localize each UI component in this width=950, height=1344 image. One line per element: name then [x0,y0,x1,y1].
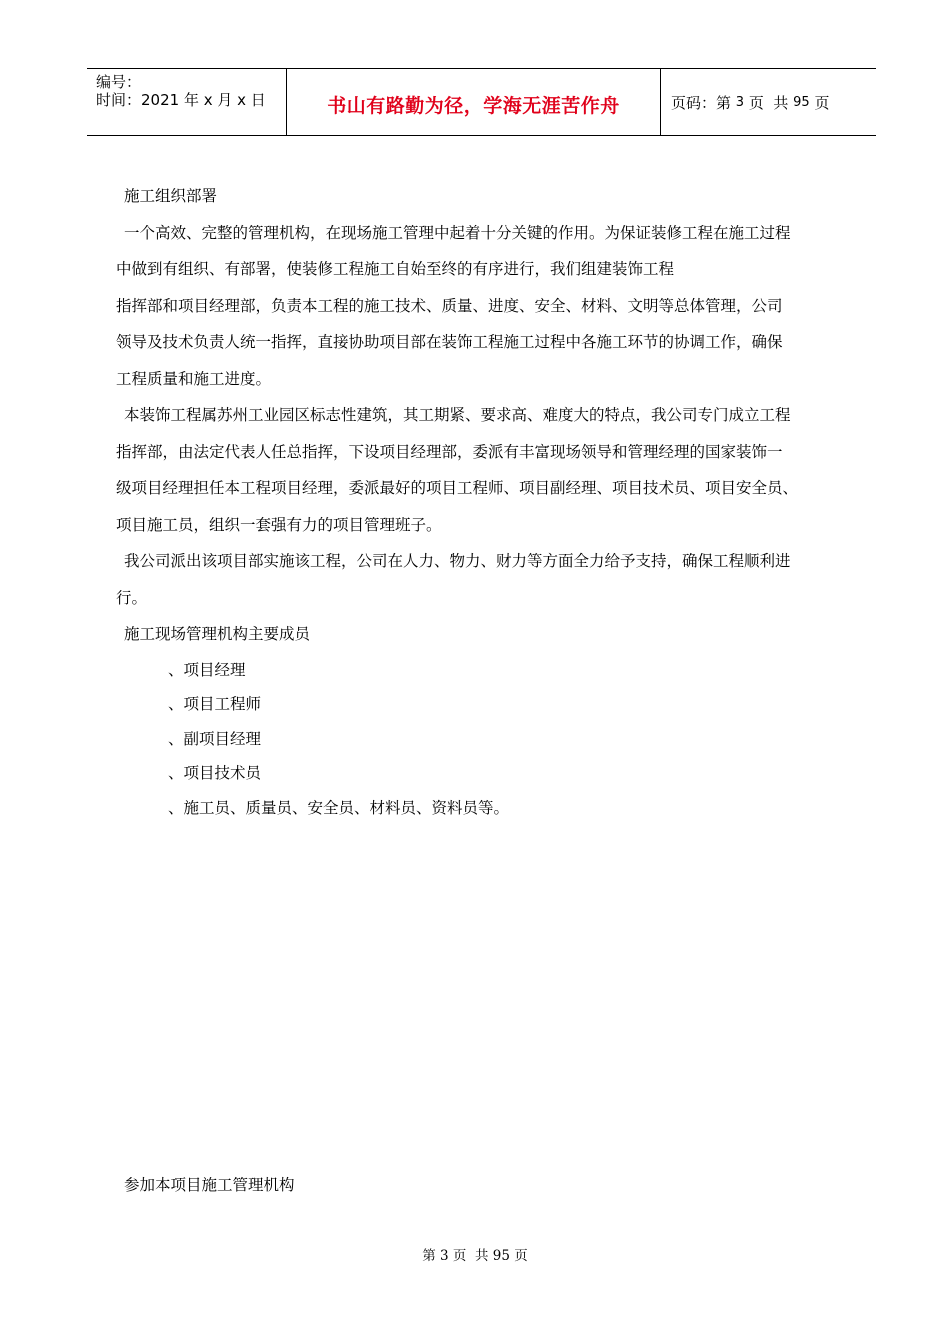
paragraph-line: 一个高效、完整的管理机构，在现场施工管理中起着十分关键的作用。为保证装修工程在施工过程 [124,223,791,242]
date-year: 2021 [141,91,180,109]
date-rest: 年 x 月 x 日 [179,91,266,109]
paragraph-2 [116,397,861,543]
list-item: 、施工员、质量员、安全员、材料员、资料员等。 [168,798,510,817]
page-mid: 页 共 [744,93,794,112]
paragraph-3 [116,543,861,616]
list-item: 、项目经理 [168,660,246,679]
date-label: 时间： [96,91,142,109]
page-total: 95 [793,94,810,110]
list-item: 、副项目经理 [168,729,262,748]
header-page-counter [661,69,876,135]
paragraph-line: 级项目经理担任本工程项目经理，委派最好的项目工程师、项目副经理、项目技术员、项目安全员、 [116,479,799,497]
paragraph-line: 中做到有组织、有部署，使装修工程施工自始至终的有序进行，我们组建装饰工程 [116,260,675,278]
paragraph-line: 行。 [116,588,148,607]
members-title: 施工现场管理机构主要成员 [124,625,311,643]
paragraph-line: 我公司派出该项目部实施该工程，公司在人力、物力、财力等方面全力给予支持，确保工程顺利进 [124,552,791,570]
paragraph-line: 指挥部和项目经理部，负责本工程的施工技术、质量、进度、安全、材料、文明等总体管理，公司 [116,296,783,315]
paragraph-line: 领导及技术负责人统一指挥，直接协助项目部在装饰工程施工过程中各施工环节的协调工作，确保 [116,333,783,351]
header-motto-cell [287,69,661,135]
footer-mid: 页 共 [448,1248,493,1264]
document-date [96,91,286,109]
page-current: 3 [735,94,745,110]
header-meta [87,69,287,135]
list-item: 、项目技术员 [168,764,262,782]
footer-prefix: 第 [422,1248,441,1264]
header-motto: 书山有路勤为径，学海无涯苦作舟 [327,94,620,117]
document-number: 编号： [96,73,142,91]
footer-current: 3 [440,1248,449,1264]
tail-heading: 参加本项目施工管理机构 [124,1176,295,1194]
document-body [116,178,861,825]
list-item: 、项目工程师 [168,695,262,713]
section-title: 施工组织部署 [124,187,218,205]
page-prefix: 页码：第 [671,93,736,112]
page-header [87,68,876,136]
paragraph-1 [116,215,861,398]
footer-suffix: 页 [509,1248,528,1264]
paragraph-line: 本装饰工程属苏州工业园区标志性建筑，其工期紧、要求高、难度大的特点，我公司专门成立工程 [124,406,791,424]
paragraph-line: 项目施工员，组织一套强有力的项目管理班子。 [116,515,442,534]
footer-total: 95 [492,1248,510,1264]
page-suffix: 页 [809,93,830,112]
members-list [116,653,861,826]
paragraph-line: 工程质量和施工进度。 [116,369,272,388]
page-footer [0,1244,950,1264]
paragraph-line: 指挥部，由法定代表人任总指挥，下设项目经理部，委派有丰富现场领导和管理经理的国家装饰一 [116,442,783,461]
